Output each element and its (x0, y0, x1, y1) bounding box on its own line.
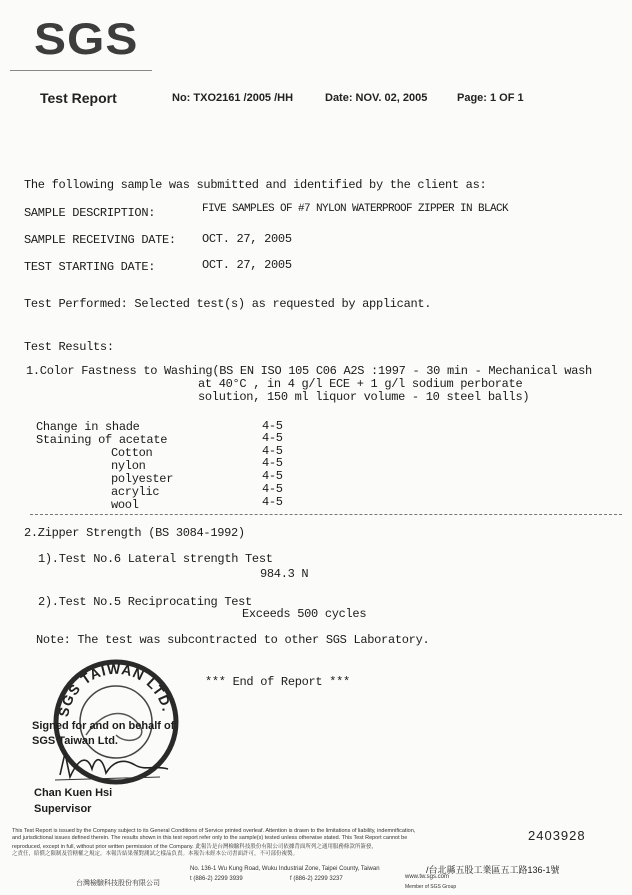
company-chinese-name: 台灣檢驗科技股份有限公司 (76, 880, 160, 887)
result-label-nylon: nylon (111, 459, 146, 473)
sample-description-value: FIVE SAMPLES OF #7 NYLON WATERPROOF ZIPPER IN BLACK (202, 203, 509, 215)
intro-text: The following sample was submitted and identified by the client as: (24, 178, 487, 192)
sample-description-label: SAMPLE DESCRIPTION: (24, 206, 156, 220)
result-value-acrylic: 4-5 (262, 482, 283, 496)
disclaimer-line-2: and jurisdictional issues defined therein. The results shown in this test report refer only to the sample(s) tested unless otherwise stated. This Test Report cannot be (12, 835, 408, 841)
sample-receiving-value: OCT. 27, 2005 (202, 232, 292, 246)
handwritten-signature (40, 745, 180, 785)
result-value-staining-acetate: 4-5 (262, 431, 283, 445)
page-number: Page: 1 OF 1 (457, 92, 524, 104)
serial-number: 2403928 (528, 828, 586, 843)
member-of-group: Member of SGS Group (405, 884, 457, 890)
address-english: No. 136-1 Wu Kung Road, Wuku Industrial Zone, Taipei County, Taiwan (190, 866, 380, 872)
report-date: Date: NOV. 02, 2005 (325, 92, 428, 104)
result-label-cotton: Cotton (111, 446, 153, 460)
result-value-polyester: 4-5 (262, 469, 283, 483)
zipper-heading: 2.Zipper Strength (BS 3084-1992) (24, 526, 245, 540)
disclaimer-line-1: This Test Report is issued by the Company subject to its General Conditions of Service printed overleaf. Attention is drawn to the limitations of liability, indemnification, (12, 828, 416, 834)
test-starting-label: TEST STARTING DATE: (24, 260, 156, 274)
result-label-wool: wool (111, 498, 139, 512)
svg-text:SGS TAIWAN LTD. (55, 661, 176, 718)
result-label-acrylic: acrylic (111, 485, 160, 499)
section-divider (30, 514, 622, 515)
website: www.tw.sgs.com (405, 874, 450, 880)
signed-on-behalf: Signed for and on behalf of (32, 720, 175, 732)
reciprocating-test-value: Exceeds 500 cycles (242, 607, 367, 621)
result-value-wool: 4-5 (262, 495, 283, 509)
stamp-text: SGS TAIWAN LTD. (55, 660, 176, 719)
result-label-staining-acetate: Staining of acetate (36, 433, 168, 447)
color-fastness-line-2: at 40°C , in 4 g/l ECE + 1 g/l sodium perborate (198, 377, 523, 391)
telephone: t (886-2) 2299 3939 (190, 876, 243, 882)
logo-underline (10, 70, 152, 71)
sgs-logo: SGS (34, 15, 139, 64)
result-label-change-in-shade: Change in shade (36, 420, 140, 434)
test-starting-value: OCT. 27, 2005 (202, 258, 292, 272)
report-title: Test Report (40, 90, 117, 106)
color-fastness-line-3: solution, 150 ml liquor volume - 10 steel balls) (198, 390, 530, 404)
result-value-cotton: 4-5 (262, 444, 283, 458)
results-heading: Test Results: (24, 340, 114, 354)
fax: f (886-2) 2299 3237 (290, 876, 343, 882)
signer-name: Chan Kuen Hsi (34, 787, 113, 799)
end-of-report: *** End of Report *** (205, 675, 350, 689)
result-value-nylon: 4-5 (262, 456, 283, 470)
color-fastness-line-1: 1.Color Fastness to Washing(BS EN ISO 105 C06 A2S :1997 - 30 min - Mechanical wash (26, 364, 592, 378)
disclaimer-line-4: 之責任，賠償之限制及管轄權之規定。本報告結果僅對測試之樣品負責。本報告未經本公司書面許可，不可部份複製。 (12, 851, 299, 857)
result-value-change-in-shade: 4-5 (262, 419, 283, 433)
subcontract-note: Note: The test was subcontracted to other SGS Laboratory. (36, 633, 430, 647)
disclaimer-line-3: reproduced, except in full, without prior written permission of the Company. 此報告是台灣檢驗科技股份有限公司依據背面所列之通用服務條款所簽發， (12, 844, 377, 850)
reciprocating-test-label: 2).Test No.5 Reciprocating Test (38, 595, 252, 609)
result-label-polyester: polyester (111, 472, 174, 486)
sample-receiving-label: SAMPLE RECEIVING DATE: (24, 233, 176, 247)
test-performed: Test Performed: Selected test(s) as requested by applicant. (24, 297, 432, 311)
signer-title: Supervisor (34, 803, 92, 815)
address-chinese: /台北縣五股工業區五工路136-1號 (426, 865, 560, 875)
report-number: No: TXO2161 /2005 /HH (172, 92, 294, 104)
lateral-test-value: 984.3 N (260, 567, 309, 581)
signed-company: SGS Taiwan Ltd. (32, 735, 118, 747)
lateral-test-label: 1).Test No.6 Lateral strength Test (38, 552, 273, 566)
